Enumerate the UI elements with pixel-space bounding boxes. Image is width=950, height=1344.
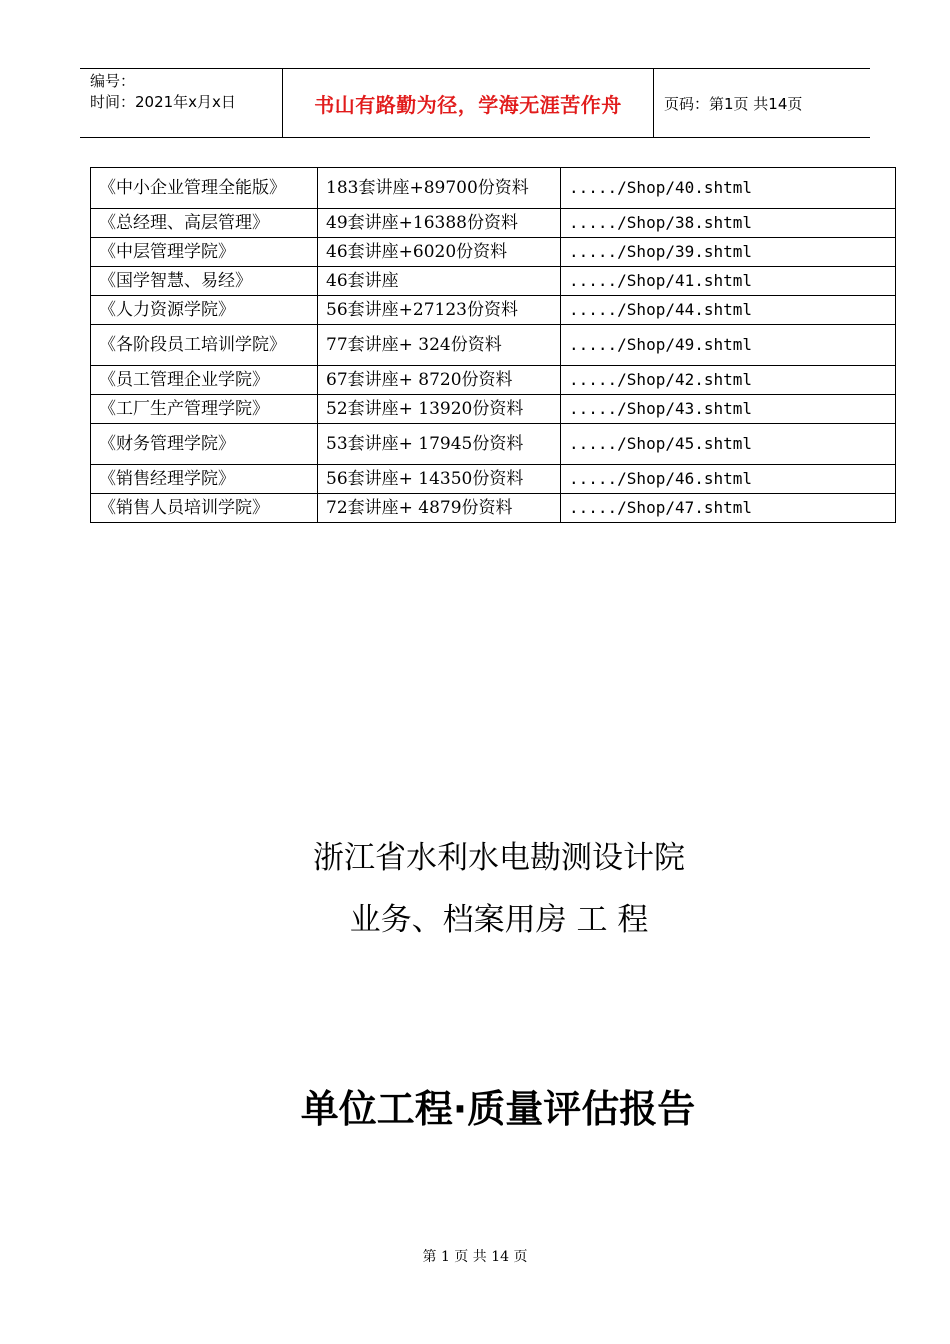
course-content: 56套讲座+27123份资料 xyxy=(318,296,561,325)
table-row xyxy=(91,267,896,296)
table-row xyxy=(91,238,896,267)
course-link[interactable]: ...../Shop/39.shtml xyxy=(561,238,896,267)
course-content: 49套讲座+16388份资料 xyxy=(318,209,561,238)
course-link[interactable]: ...../Shop/44.shtml xyxy=(561,296,896,325)
course-name: 《人力资源学院》 xyxy=(91,296,318,325)
course-name: 《销售经理学院》 xyxy=(91,465,318,494)
table-row xyxy=(91,395,896,424)
course-content: 46套讲座+6020份资料 xyxy=(318,238,561,267)
page-header xyxy=(80,68,870,138)
course-content: 52套讲座+ 13920份资料 xyxy=(318,395,561,424)
project-title: 业务、档案用房 工 程 xyxy=(349,902,649,938)
course-name: 《员工管理企业学院》 xyxy=(91,366,318,395)
course-link[interactable]: ...../Shop/46.shtml xyxy=(561,465,896,494)
course-link[interactable]: ...../Shop/40.shtml xyxy=(561,168,896,209)
course-link[interactable]: ...../Shop/42.shtml xyxy=(561,366,896,395)
course-link[interactable]: ...../Shop/45.shtml xyxy=(561,424,896,465)
course-name: 《国学智慧、易经》 xyxy=(91,267,318,296)
page-footer: 第 1 页 共 14 页 xyxy=(422,1249,528,1265)
table-row xyxy=(91,465,896,494)
header-motto: 书山有路勤为径，学海无涯苦作舟 xyxy=(282,69,654,137)
course-link[interactable]: ...../Shop/38.shtml xyxy=(561,209,896,238)
table-row xyxy=(91,296,896,325)
table-row xyxy=(91,209,896,238)
course-link[interactable]: ...../Shop/41.shtml xyxy=(561,267,896,296)
table-row xyxy=(91,494,896,523)
course-content: 183套讲座+89700份资料 xyxy=(318,168,561,209)
course-name: 《销售人员培训学院》 xyxy=(91,494,318,523)
course-name: 《中小企业管理全能版》 xyxy=(91,168,318,209)
course-content: 46套讲座 xyxy=(318,267,561,296)
course-name: 《总经理、高层管理》 xyxy=(91,209,318,238)
course-link[interactable]: ...../Shop/43.shtml xyxy=(561,395,896,424)
report-title: 单位工程·质量评估报告 xyxy=(300,1087,696,1131)
org-title: 浙江省水利水电勘测设计院 xyxy=(313,840,685,876)
course-name: 《工厂生产管理学院》 xyxy=(91,395,318,424)
table-row xyxy=(91,366,896,395)
header-meta xyxy=(80,69,282,137)
course-content: 53套讲座+ 17945份资料 xyxy=(318,424,561,465)
course-content: 77套讲座+ 324份资料 xyxy=(318,325,561,366)
course-link[interactable]: ...../Shop/47.shtml xyxy=(561,494,896,523)
course-name: 《财务管理学院》 xyxy=(91,424,318,465)
table-row xyxy=(91,424,896,465)
header-page-info: 页码：第1页 共14页 xyxy=(664,94,803,113)
course-link[interactable]: ...../Shop/49.shtml xyxy=(561,325,896,366)
course-content: 67套讲座+ 8720份资料 xyxy=(318,366,561,395)
number-label: 编号： xyxy=(90,72,136,90)
table-row xyxy=(91,325,896,366)
time-label: 时间：2021年x月x日 xyxy=(90,93,236,111)
course-table xyxy=(90,167,896,523)
course-content: 56套讲座+ 14350份资料 xyxy=(318,465,561,494)
course-content: 72套讲座+ 4879份资料 xyxy=(318,494,561,523)
table-row xyxy=(91,168,896,209)
course-name: 《中层管理学院》 xyxy=(91,238,318,267)
course-name: 《各阶段员工培训学院》 xyxy=(91,325,318,366)
